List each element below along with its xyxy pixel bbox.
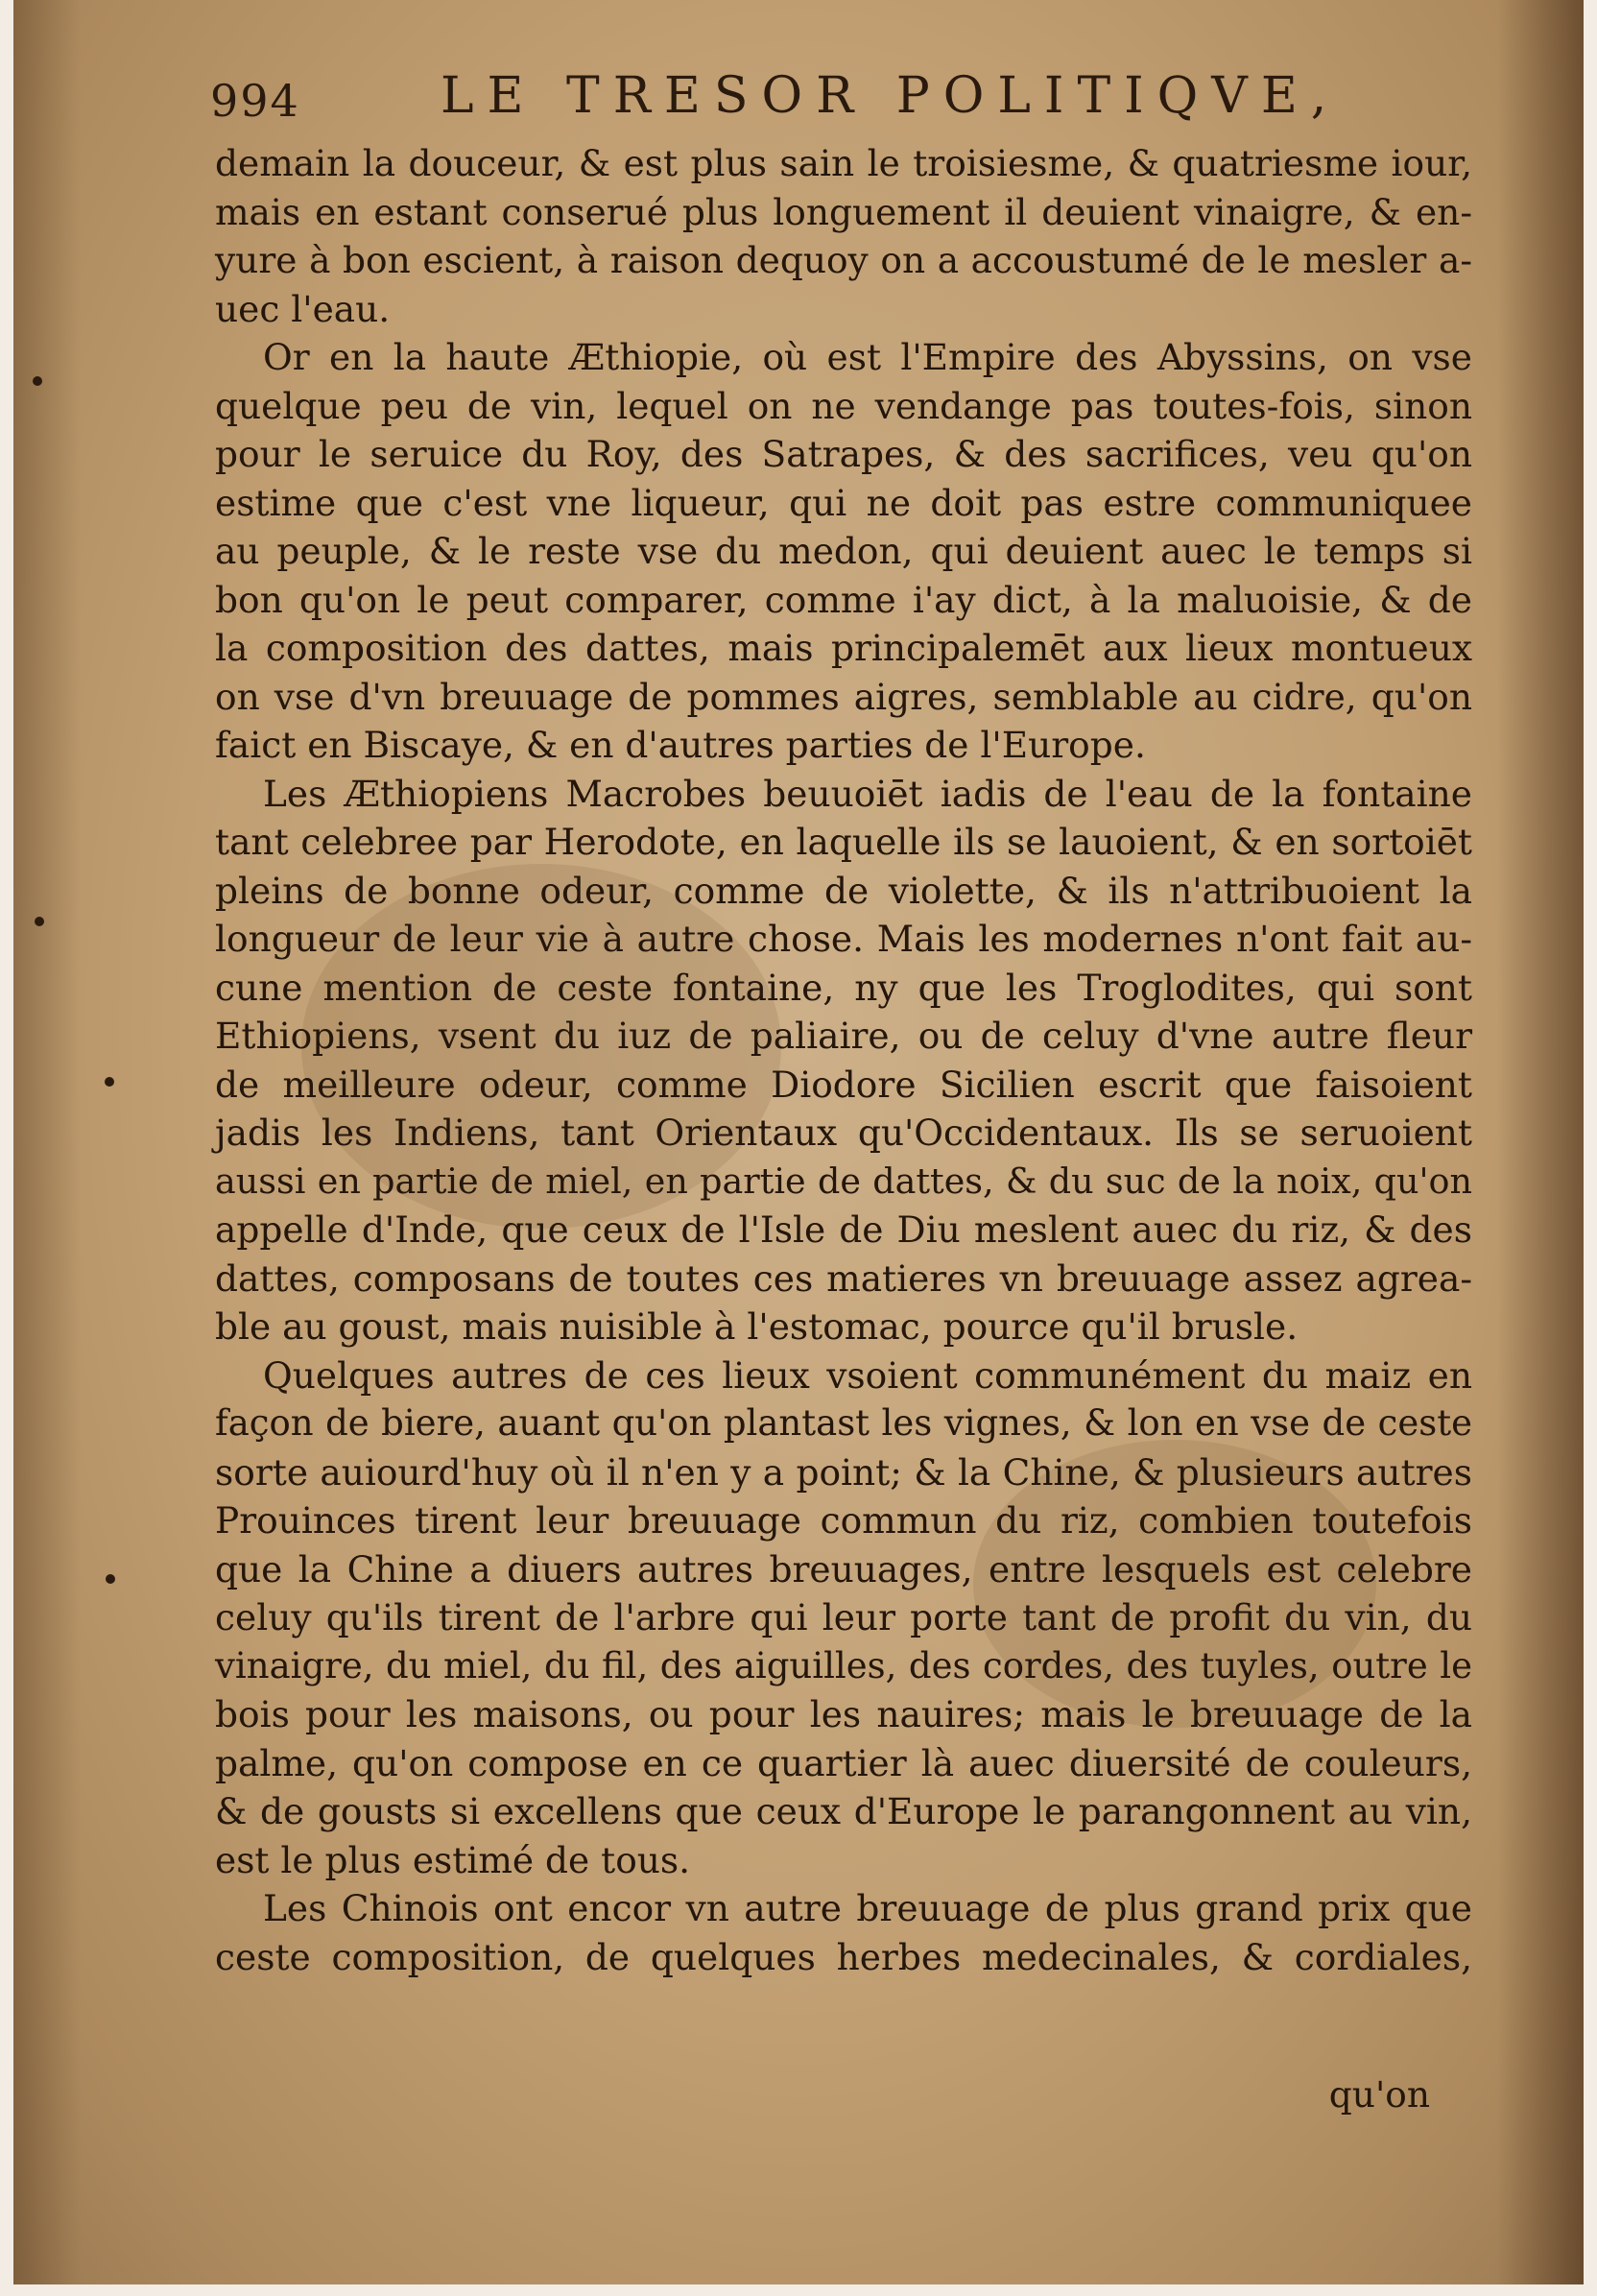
text-line: quelque peu de vin, lequel on ne vendange pas toutes-fois, sinon <box>215 384 1472 427</box>
running-header <box>201 67 1487 134</box>
text-line: la composition des dattes, mais principalemēt aux lieux montueux <box>215 627 1472 669</box>
text-line: demain la douceur, & est plus sain le troisiesme, & quatriesme iour, <box>215 142 1472 184</box>
ink-speck <box>106 1574 115 1584</box>
text-line: uec l'eau. <box>215 287 391 330</box>
catchword: qu'on <box>1328 2073 1430 2116</box>
body-text <box>215 139 1472 1981</box>
text-line: est le plus estimé de tous. <box>215 1838 691 1881</box>
text-line: faict en Biscaye, & en d'autres parties de l'Europe. <box>215 724 1146 766</box>
binding-shadow <box>13 0 81 2284</box>
text-line: aussi en partie de miel, en partie de dattes, & du suc de la noix, qu'on <box>215 1160 1472 1202</box>
paragraph <box>215 1351 1472 1885</box>
paragraph <box>215 770 1472 1351</box>
text-line: on vse d'vn breuuage de pommes aigres, semblable au cidre, qu'on <box>215 675 1472 718</box>
page-edge-shadow <box>1497 0 1584 2284</box>
text-line: ble au goust, mais nuisible à l'estomac, pource qu'il brusle. <box>215 1305 1299 1348</box>
text-line: Les Chinois ont encor vn autre breuuage de plus grand prix que <box>263 1887 1472 1929</box>
text-line: longueur de leur vie à autre chose. Mais les modernes n'ont fait au- <box>215 918 1472 960</box>
ink-speck <box>35 917 44 926</box>
ink-speck <box>33 376 42 386</box>
ink-speck <box>105 1077 114 1087</box>
text-line: ceste composition, de quelques herbes medecinales, & cordiales, <box>215 1935 1472 1978</box>
text-line: estime que c'est vne liqueur, qui ne doit pas estre communiquee <box>215 481 1472 524</box>
text-line: appelle d'Inde, que ceux de l'Isle de Diu meslent auec du riz, & des <box>215 1208 1472 1251</box>
text-line: dattes, composans de toutes ces matieres vn breuuage assez agrea- <box>215 1256 1472 1300</box>
text-line: au peuple, & le reste vse du medon, qui deuient auec le temps si <box>215 530 1472 572</box>
text-line: bon qu'on le peut comparer, comme i'ay dict, à la maluoisie, & de <box>215 578 1472 621</box>
text-line: pour le seruice du Roy, des Satrapes, & des sacrifices, veu qu'on <box>215 433 1472 475</box>
text-line: vinaigre, du miel, du fil, des aiguilles, des cordes, des tuyles, outre le <box>215 1644 1472 1686</box>
text-line: Or en la haute Æthiopie, où est l'Empire des Abyssins, on vse <box>263 336 1472 378</box>
text-line: cune mention de ceste fontaine, ny que les Troglodites, qui sont <box>215 966 1472 1009</box>
paragraph <box>215 1884 1472 1981</box>
text-line: tant celebree par Herodote, en laquelle ils se lauoient, & en sortoiēt <box>215 821 1472 863</box>
text-line: Les Æthiopiens Macrobes beuuoiēt iadis de l'eau de la fontaine <box>263 772 1472 815</box>
text-line: Prouinces tirent leur breuuage commun du riz, combien toutefois <box>215 1499 1472 1542</box>
text-line: pleins de bonne odeur, comme de violette, & ils n'attribuoient la <box>215 869 1472 912</box>
text-line: mais en estant conserué plus longuement il deuient vinaigre, & en- <box>215 190 1472 233</box>
page-number: 994 <box>210 75 300 127</box>
text-line: Quelques autres de ces lieux vsoient communément du maiz en <box>263 1353 1472 1397</box>
text-line: & de gousts si excellens que ceux d'Europe le parangonnent au vin, <box>215 1790 1472 1832</box>
paragraph <box>215 139 1472 333</box>
text-line: sorte auiourd'huy où il n'en y a point; & la Chine, & plusieurs autres <box>215 1450 1472 1494</box>
text-line: bois pour les maisons, ou pour les nauires; mais le breuuage de la <box>215 1693 1472 1735</box>
text-line: palme, qu'on compose en ce quartier là auec diuersité de couleurs, <box>215 1741 1472 1784</box>
text-line: yure à bon escient, à raison dequoy on a accoustumé de le mesler a- <box>215 239 1472 281</box>
text-line: celuy qu'ils tirent de l'arbre qui leur porte tant de profit du vin, du <box>215 1596 1472 1638</box>
text-line: Ethiopiens, vsent du iuz de paliaire, ou de celuy d'vne autre fleur <box>215 1015 1472 1057</box>
text-line: jadis les Indiens, tant Orientaux qu'Occidentaux. Ils se seruoient <box>215 1112 1472 1154</box>
text-line: façon de biere, auant qu'on plantast les vignes, & lon en vse de ceste <box>215 1402 1472 1444</box>
page-scan <box>13 0 1584 2284</box>
text-line: que la Chine a diuers autres breuuages, entre lesquels est celebre <box>215 1547 1472 1590</box>
running-title: LE TRESOR POLITIQVE, <box>441 67 1341 125</box>
text-line: de meilleure odeur, comme Diodore Sicilien escrit que faisoient <box>215 1063 1472 1106</box>
paragraph <box>215 333 1472 770</box>
